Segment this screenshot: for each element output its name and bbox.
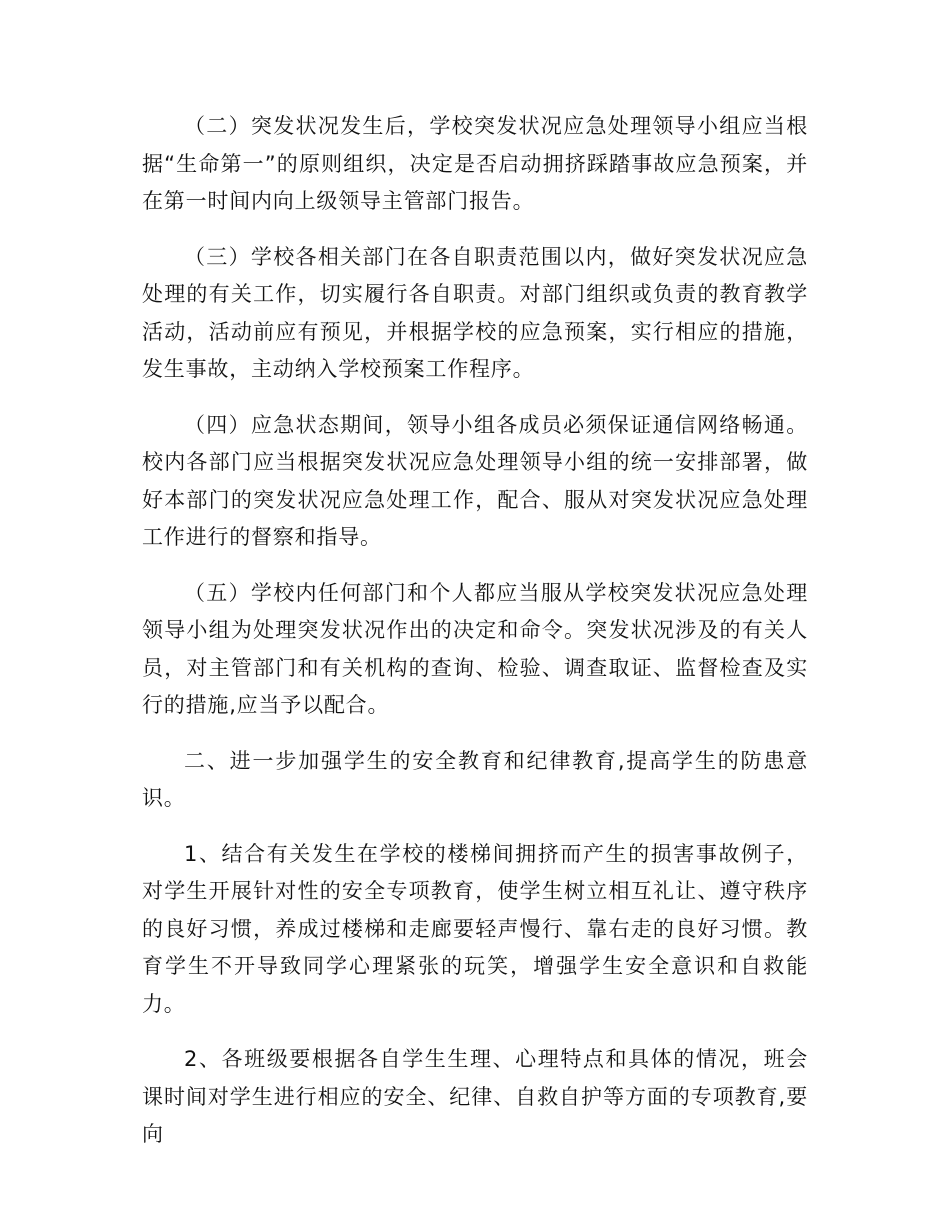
- paragraph-item-1: 1、结合有关发生在学校的楼梯间拥挤而产生的损害事故例子，对学生开展针对性的安全专项教育，使学生树立相互礼让、遵守秩序的良好习惯，养成过楼梯和走廊要轻声慢行、靠右走的良好习惯。教育学生不开导致同学心理紧张的玩笑，增强学生安全意识和自救能力。: [142, 841, 808, 1016]
- paragraph-item-2: 2、各班级要根据各自学生生理、心理特点和具体的情况，班会课时间对学生进行相应的安全、纪律、自救自护等方面的专项教育,要向: [142, 1047, 808, 1146]
- paragraph-section-2-4: （四）应急状态期间，领导小组各成员必须保证通信网络畅通。校内各部门应当根据突发状况应急处理领导小组的统一安排部署，做好本部门的突发状况应急处理工作，配合、服从对突发状况应急处理工作进行的督察和指导。: [142, 412, 808, 549]
- paragraph-section-2-3: （三）学校各相关部门在各自职责范围以内，做好突发状况应急处理的有关工作，切实履行各自职责。对部门组织或负责的教育教学活动，活动前应有预见，并根据学校的应急预案，实行相应的措施，发生事故，主动纳入学校预案工作程序。: [142, 244, 808, 381]
- section-heading-safety-education: 二、进一步加强学生的安全教育和纪律教育,提高学生的防患意识。: [142, 748, 808, 810]
- paragraph-section-2-2: （二）突发状况发生后，学校突发状况应急处理领导小组应当根据“生命第一”的原则组织，决定是否启动拥挤踩踏事故应急预案，并在第一时间内向上级领导主管部门报告。: [142, 114, 808, 213]
- paragraph-section-2-5: （五）学校内任何部门和个人都应当服从学校突发状况应急处理领导小组为处理突发状况作出的决定和命令。突发状况涉及的有关人员，对主管部门和有关机构的查询、检验、调查取证、监督检查及实行的措施,应当予以配合。: [142, 580, 808, 717]
- document-body: [142, 108, 808, 1172]
